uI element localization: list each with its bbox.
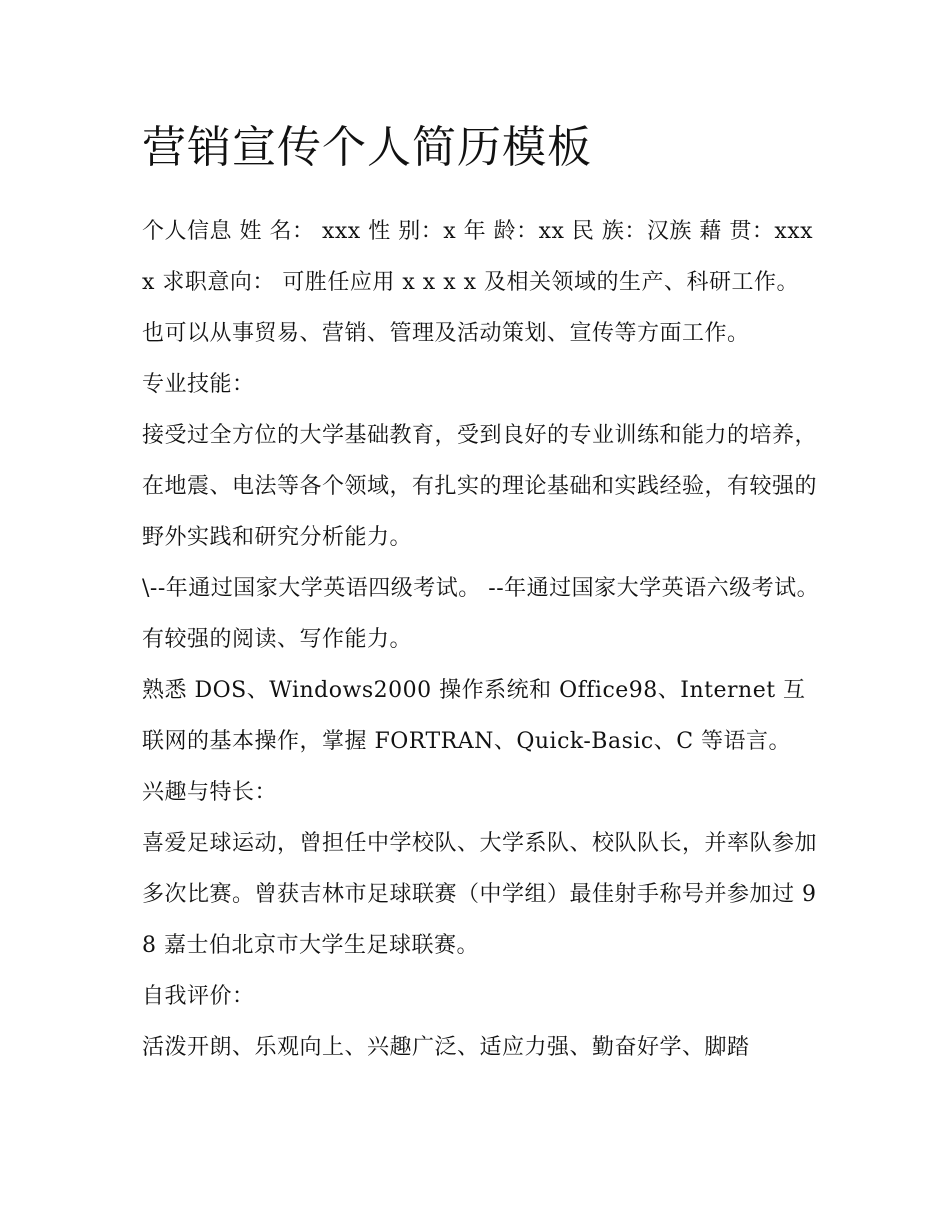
document-body xyxy=(142,118,822,1073)
hobbies-paragraph: 喜爱足球运动，曾担任中学校队、大学系队、校队队长，并率队参加多次比赛。曾获吉林市足球联赛（中学组）最佳射手称号并参加过 98 嘉士伯北京市大学生足球联赛。 xyxy=(142,831,818,958)
english-paragraph: \--年通过国家大学英语四级考试。 --年通过国家大学英语六级考试。 有较强的阅读、写作能力。 xyxy=(142,576,820,652)
hobbies-heading: 兴趣与特长： xyxy=(142,780,278,805)
page-title: 营销宣传个人简历模板 xyxy=(142,122,592,173)
education-paragraph: 接受过全方位的大学基础教育，受到良好的专业训练和能力的培养，在地震、电法等各个领域，有扎实的理论基础和实践经验，有较强的野外实践和研究分析能力。 xyxy=(142,423,818,550)
self-evaluation-heading: 自我评价： xyxy=(142,984,255,1009)
personal-info-paragraph: 个人信息 姓 名： xxx 性 别：x 年 龄：xx 民 族：汉族 藉 贯：xxxx 求职意向： 可胜任应用 x x x x 及相关领域的生产、科研工作。 xyxy=(142,219,814,295)
career-scope-paragraph: 也可以从事贸易、营销、管理及活动策划、宣传等方面工作。 xyxy=(142,321,750,346)
self-evaluation-paragraph: 活泼开朗、乐观向上、兴趣广泛、适应力强、勤奋好学、脚踏 xyxy=(142,1035,750,1060)
computer-skills-paragraph: 熟悉 DOS、Windows2000 操作系统和 Office98、Internet 互联网的基本操作，掌握 FORTRAN、Quick-Basic、C 等语言。 xyxy=(142,678,806,754)
skills-heading: 专业技能： xyxy=(142,372,255,397)
